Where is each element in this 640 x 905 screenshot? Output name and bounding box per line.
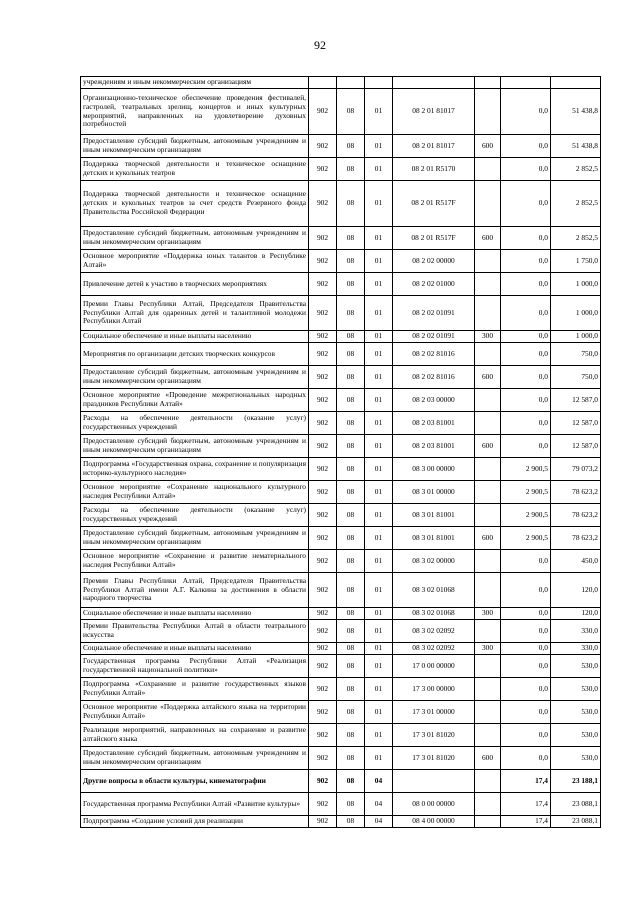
subsection-code-cell: 01 — [365, 655, 393, 678]
table-row — [81, 655, 601, 678]
amount-1-cell: 2 900,5 — [501, 527, 551, 550]
section-code-cell: 08 — [337, 527, 365, 550]
expense-type-cell — [475, 181, 501, 227]
subsection-code-cell — [365, 77, 393, 89]
amount-1-cell: 0,0 — [501, 181, 551, 227]
amount-1-cell: 0,0 — [501, 250, 551, 273]
target-article-cell: 08 3 01 81001 — [393, 504, 475, 527]
row-name-cell: Премии Главы Республики Алтай, Председателя Правительства Республики Алтай имени А.Г. Калкина за достижения в области народного творчества — [81, 573, 309, 608]
expense-type-cell: 600 — [475, 227, 501, 250]
table-row — [81, 504, 601, 527]
subsection-code-cell: 01 — [365, 620, 393, 643]
ved-code-cell: 902 — [309, 770, 337, 793]
expense-type-cell: 600 — [475, 135, 501, 158]
subsection-code-cell: 01 — [365, 747, 393, 770]
expense-type-cell — [475, 250, 501, 273]
subsection-code-cell: 01 — [365, 135, 393, 158]
row-name-cell: Подпрограмма «Государственная охрана, сохранение и популяризация историко-культурного наследия» — [81, 458, 309, 481]
ved-code-cell: 902 — [309, 747, 337, 770]
amount-2-cell: 23 088,1 — [551, 793, 601, 816]
ved-code-cell: 902 — [309, 527, 337, 550]
amount-2-cell: 12 587,0 — [551, 389, 601, 412]
expense-type-cell: 300 — [475, 643, 501, 655]
section-code-cell — [337, 77, 365, 89]
ved-code-cell: 902 — [309, 620, 337, 643]
expense-type-cell — [475, 655, 501, 678]
amount-2-cell: 330,0 — [551, 620, 601, 643]
amount-1-cell: 0,0 — [501, 227, 551, 250]
amount-1-cell: 17,4 — [501, 793, 551, 816]
row-name-cell: Поддержка творческой деятельности и техническое оснащение детских и кукольных театров за счет средств Резервного фонда Правительства Российской Федерации — [81, 181, 309, 227]
table-row — [81, 770, 601, 793]
ved-code-cell: 902 — [309, 331, 337, 343]
amount-1-cell: 0,0 — [501, 296, 551, 331]
amount-1-cell: 0,0 — [501, 620, 551, 643]
amount-2-cell: 750,0 — [551, 343, 601, 366]
ved-code-cell: 902 — [309, 366, 337, 389]
target-article-cell: 08 3 01 81001 — [393, 527, 475, 550]
expense-type-cell — [475, 701, 501, 724]
amount-2-cell: 1 000,0 — [551, 273, 601, 296]
ved-code-cell: 902 — [309, 389, 337, 412]
row-name-cell: Предоставление субсидий бюджетным, автономным учреждениям и иным некоммерческим организациям — [81, 435, 309, 458]
row-name-cell: Организационно-техническое обеспечение проведения фестивалей, гастролей, театральных зрелищ, концертов и иных культурных мероприятий, направленных на удовлетворение духовных потребностей — [81, 89, 309, 135]
ved-code-cell: 902 — [309, 573, 337, 608]
amount-1-cell: 0,0 — [501, 331, 551, 343]
table-row — [81, 550, 601, 573]
amount-2-cell: 530,0 — [551, 747, 601, 770]
section-code-cell: 08 — [337, 135, 365, 158]
row-name-cell: Предоставление субсидий бюджетным, автономным учреждениям и иным некоммерческим организациям — [81, 135, 309, 158]
amount-2-cell: 530,0 — [551, 701, 601, 724]
row-name-cell: Основное мероприятие «Поддержка алтайского языка на территории Республики Алтай» — [81, 701, 309, 724]
table-row — [81, 227, 601, 250]
amount-1-cell: 0,0 — [501, 343, 551, 366]
table-row — [81, 273, 601, 296]
amount-2-cell: 78 623,2 — [551, 527, 601, 550]
amount-1-cell: 17,4 — [501, 816, 551, 828]
expense-type-cell: 300 — [475, 608, 501, 620]
target-article-cell: 08 2 01 R517F — [393, 181, 475, 227]
row-name-cell: Основное мероприятие «Поддержка юных талантов в Республике Алтай» — [81, 250, 309, 273]
table-row — [81, 250, 601, 273]
amount-2-cell: 530,0 — [551, 678, 601, 701]
subsection-code-cell: 01 — [365, 701, 393, 724]
target-article-cell: 17 3 01 00000 — [393, 701, 475, 724]
row-name-cell: Другие вопросы в области культуры, кинематографии — [81, 770, 309, 793]
ved-code-cell: 902 — [309, 343, 337, 366]
row-name-cell: Социальное обеспечение и иные выплаты населению — [81, 608, 309, 620]
subsection-code-cell: 01 — [365, 250, 393, 273]
section-code-cell: 08 — [337, 620, 365, 643]
amount-2-cell: 23 188,1 — [551, 770, 601, 793]
subsection-code-cell: 01 — [365, 481, 393, 504]
amount-1-cell: 2 900,5 — [501, 458, 551, 481]
table-row — [81, 608, 601, 620]
ved-code-cell: 902 — [309, 504, 337, 527]
row-name-cell: Основное мероприятие «Сохранение и развитие нематериального наследия Республики Алтай» — [81, 550, 309, 573]
expense-type-cell — [475, 573, 501, 608]
ved-code-cell: 902 — [309, 816, 337, 828]
section-code-cell: 08 — [337, 701, 365, 724]
expense-type-cell — [475, 89, 501, 135]
expense-type-cell — [475, 343, 501, 366]
section-code-cell: 08 — [337, 366, 365, 389]
ved-code-cell: 902 — [309, 655, 337, 678]
amount-2-cell: 1 000,0 — [551, 331, 601, 343]
section-code-cell: 08 — [337, 793, 365, 816]
table-row — [81, 135, 601, 158]
ved-code-cell: 902 — [309, 181, 337, 227]
table-row — [81, 620, 601, 643]
subsection-code-cell: 01 — [365, 343, 393, 366]
amount-2-cell: 1 750,0 — [551, 250, 601, 273]
amount-1-cell: 0,0 — [501, 701, 551, 724]
table-row — [81, 481, 601, 504]
section-code-cell: 08 — [337, 481, 365, 504]
expense-type-cell — [475, 793, 501, 816]
amount-2-cell: 51 438,8 — [551, 89, 601, 135]
ved-code-cell: 902 — [309, 793, 337, 816]
ved-code-cell: 902 — [309, 701, 337, 724]
row-name-cell: Социальное обеспечение и иные выплаты населению — [81, 331, 309, 343]
table-row — [81, 701, 601, 724]
section-code-cell: 08 — [337, 435, 365, 458]
subsection-code-cell: 04 — [365, 816, 393, 828]
ved-code-cell: 902 — [309, 458, 337, 481]
table-row — [81, 412, 601, 435]
subsection-code-cell: 01 — [365, 678, 393, 701]
amount-2-cell: 2 852,5 — [551, 158, 601, 181]
section-code-cell: 08 — [337, 643, 365, 655]
subsection-code-cell: 01 — [365, 389, 393, 412]
page-number: 92 — [314, 38, 326, 52]
row-name-cell: Государственная программа Республики Алтай «Реализация государственной национальной политики» — [81, 655, 309, 678]
amount-1-cell: 2 900,5 — [501, 504, 551, 527]
table-row — [81, 724, 601, 747]
subsection-code-cell: 04 — [365, 770, 393, 793]
row-name-cell: Государственная программа Республики Алтай «Развитие культуры» — [81, 793, 309, 816]
ved-code-cell: 902 — [309, 481, 337, 504]
expense-type-cell — [475, 724, 501, 747]
subsection-code-cell: 01 — [365, 504, 393, 527]
table-row — [81, 747, 601, 770]
section-code-cell: 08 — [337, 296, 365, 331]
target-article-cell: 08 2 03 81001 — [393, 412, 475, 435]
expense-type-cell — [475, 816, 501, 828]
table-row — [81, 343, 601, 366]
table-row — [81, 573, 601, 608]
expense-type-cell — [475, 678, 501, 701]
target-article-cell: 17 3 01 81020 — [393, 724, 475, 747]
table-row — [81, 77, 601, 89]
section-code-cell: 08 — [337, 608, 365, 620]
expense-type-cell — [475, 504, 501, 527]
section-code-cell: 08 — [337, 181, 365, 227]
amount-1-cell: 0,0 — [501, 158, 551, 181]
expense-type-cell — [475, 158, 501, 181]
table-row — [81, 181, 601, 227]
subsection-code-cell: 01 — [365, 573, 393, 608]
subsection-code-cell: 01 — [365, 608, 393, 620]
ved-code-cell: 902 — [309, 296, 337, 331]
target-article-cell: 08 2 03 81001 — [393, 435, 475, 458]
section-code-cell: 08 — [337, 550, 365, 573]
table-row — [81, 366, 601, 389]
row-name-cell: Основное мероприятие «Проведение межрегиональных народных праздников Республики Алтай» — [81, 389, 309, 412]
section-code-cell: 08 — [337, 273, 365, 296]
target-article-cell: 08 2 03 00000 — [393, 389, 475, 412]
row-name-cell: Поддержка творческой деятельности и техническое оснащение детских и кукольных театров — [81, 158, 309, 181]
row-name-cell: Мероприятия по организации детских творческих конкурсов — [81, 343, 309, 366]
target-article-cell: 08 3 02 02092 — [393, 620, 475, 643]
section-code-cell: 08 — [337, 770, 365, 793]
subsection-code-cell: 01 — [365, 550, 393, 573]
target-article-cell: 08 3 02 01068 — [393, 573, 475, 608]
target-article-cell: 08 2 02 01091 — [393, 331, 475, 343]
amount-1-cell: 0,0 — [501, 724, 551, 747]
subsection-code-cell: 01 — [365, 366, 393, 389]
subsection-code-cell: 01 — [365, 227, 393, 250]
amount-1-cell: 0,0 — [501, 273, 551, 296]
amount-1-cell: 0,0 — [501, 389, 551, 412]
section-code-cell: 08 — [337, 724, 365, 747]
expense-type-cell — [475, 296, 501, 331]
target-article-cell: 08 3 01 00000 — [393, 481, 475, 504]
table-row — [81, 678, 601, 701]
subsection-code-cell: 01 — [365, 296, 393, 331]
amount-2-cell: 330,0 — [551, 643, 601, 655]
expense-type-cell — [475, 389, 501, 412]
section-code-cell: 08 — [337, 412, 365, 435]
subsection-code-cell: 01 — [365, 412, 393, 435]
amount-2-cell: 1 000,0 — [551, 296, 601, 331]
amount-1-cell: 0,0 — [501, 135, 551, 158]
target-article-cell: 08 2 02 00000 — [393, 250, 475, 273]
ved-code-cell: 902 — [309, 550, 337, 573]
subsection-code-cell: 01 — [365, 724, 393, 747]
row-name-cell: Подпрограмма «Сохранение и развитие государственных языков Республики Алтай» — [81, 678, 309, 701]
section-code-cell: 08 — [337, 227, 365, 250]
table-row — [81, 389, 601, 412]
target-article-cell: 08 0 00 00000 — [393, 793, 475, 816]
row-name-cell: Предоставление субсидий бюджетным, автономным учреждениям и иным некоммерческим организациям — [81, 527, 309, 550]
target-article-cell: 08 2 01 81017 — [393, 89, 475, 135]
amount-2-cell: 78 623,2 — [551, 504, 601, 527]
section-code-cell: 08 — [337, 389, 365, 412]
ved-code-cell: 902 — [309, 89, 337, 135]
section-code-cell: 08 — [337, 343, 365, 366]
table-row — [81, 793, 601, 816]
amount-1-cell: 0,0 — [501, 747, 551, 770]
target-article-cell: 17 0 00 00000 — [393, 655, 475, 678]
target-article-cell: 08 4 00 00000 — [393, 816, 475, 828]
ved-code-cell: 902 — [309, 412, 337, 435]
ved-code-cell: 902 — [309, 273, 337, 296]
expense-type-cell — [475, 458, 501, 481]
amount-2-cell: 2 852,5 — [551, 227, 601, 250]
expense-type-cell: 600 — [475, 435, 501, 458]
amount-2-cell: 78 623,2 — [551, 481, 601, 504]
amount-1-cell: 0,0 — [501, 89, 551, 135]
target-article-cell: 17 3 01 81020 — [393, 747, 475, 770]
target-article-cell: 08 2 01 R517F — [393, 227, 475, 250]
target-article-cell: 08 2 01 R5170 — [393, 158, 475, 181]
subsection-code-cell: 01 — [365, 331, 393, 343]
subsection-code-cell: 04 — [365, 793, 393, 816]
amount-2-cell: 2 852,5 — [551, 181, 601, 227]
ved-code-cell: 902 — [309, 724, 337, 747]
amount-2-cell: 79 073,2 — [551, 458, 601, 481]
ved-code-cell: 902 — [309, 608, 337, 620]
section-code-cell: 08 — [337, 331, 365, 343]
subsection-code-cell: 01 — [365, 89, 393, 135]
section-code-cell: 08 — [337, 747, 365, 770]
subsection-code-cell: 01 — [365, 643, 393, 655]
ved-code-cell: 902 — [309, 250, 337, 273]
section-code-cell: 08 — [337, 89, 365, 135]
ved-code-cell: 902 — [309, 158, 337, 181]
amount-1-cell: 0,0 — [501, 550, 551, 573]
table-row — [81, 158, 601, 181]
table-row — [81, 435, 601, 458]
amount-1-cell: 0,0 — [501, 643, 551, 655]
ved-code-cell: 902 — [309, 643, 337, 655]
row-name-cell: Предоставление субсидий бюджетным, автономным учреждениям и иным некоммерческим организациям — [81, 366, 309, 389]
section-code-cell: 08 — [337, 655, 365, 678]
table-row — [81, 527, 601, 550]
row-name-cell: Реализация мероприятий, направленных на сохранение и развитие алтайского языка — [81, 724, 309, 747]
subsection-code-cell: 01 — [365, 458, 393, 481]
row-name-cell: Основное мероприятие «Сохранение национального культурного наследия Республики Алтай» — [81, 481, 309, 504]
row-name-cell: Премии Правительства Республики Алтай в области театрального искусства — [81, 620, 309, 643]
expense-type-cell — [475, 412, 501, 435]
section-code-cell: 08 — [337, 504, 365, 527]
ved-code-cell — [309, 77, 337, 89]
ved-code-cell: 902 — [309, 227, 337, 250]
table-row — [81, 816, 601, 828]
section-code-cell: 08 — [337, 678, 365, 701]
target-article-cell — [393, 77, 475, 89]
expense-type-cell: 300 — [475, 331, 501, 343]
ved-code-cell: 902 — [309, 135, 337, 158]
target-article-cell: 08 3 02 02092 — [393, 643, 475, 655]
amount-2-cell: 750,0 — [551, 366, 601, 389]
section-code-cell: 08 — [337, 458, 365, 481]
table-row — [81, 643, 601, 655]
amount-1-cell: 0,0 — [501, 678, 551, 701]
target-article-cell: 08 2 02 01000 — [393, 273, 475, 296]
amount-2-cell: 12 587,0 — [551, 435, 601, 458]
amount-2-cell: 23 088,1 — [551, 816, 601, 828]
amount-2-cell: 530,0 — [551, 655, 601, 678]
row-name-cell: Социальное обеспечение и иные выплаты населению — [81, 643, 309, 655]
row-name-cell: Расходы на обеспечение деятельности (оказание услуг) государственных учреждений — [81, 504, 309, 527]
expense-type-cell — [475, 620, 501, 643]
table-row — [81, 296, 601, 331]
expense-type-cell — [475, 550, 501, 573]
expense-type-cell — [475, 481, 501, 504]
row-name-cell: Предоставление субсидий бюджетным, автономным учреждениям и иным некоммерческим организациям — [81, 747, 309, 770]
expense-type-cell: 600 — [475, 527, 501, 550]
amount-1-cell: 0,0 — [501, 412, 551, 435]
amount-2-cell: 51 438,8 — [551, 135, 601, 158]
section-code-cell: 08 — [337, 158, 365, 181]
budget-table — [80, 76, 601, 828]
table-row — [81, 89, 601, 135]
target-article-cell: 08 2 02 01091 — [393, 296, 475, 331]
amount-1-cell: 0,0 — [501, 573, 551, 608]
target-article-cell: 08 3 02 00000 — [393, 550, 475, 573]
amount-1-cell: 0,0 — [501, 366, 551, 389]
row-name-cell: учреждениям и иным некоммерческим организациям — [81, 77, 309, 89]
amount-2-cell: 450,0 — [551, 550, 601, 573]
subsection-code-cell: 01 — [365, 273, 393, 296]
amount-1-cell — [501, 77, 551, 89]
target-article-cell: 08 2 02 81016 — [393, 343, 475, 366]
amount-1-cell: 0,0 — [501, 655, 551, 678]
table-row — [81, 458, 601, 481]
expense-type-cell — [475, 77, 501, 89]
amount-2-cell: 530,0 — [551, 724, 601, 747]
amount-2-cell: 120,0 — [551, 608, 601, 620]
expense-type-cell: 600 — [475, 747, 501, 770]
subsection-code-cell: 01 — [365, 181, 393, 227]
section-code-cell: 08 — [337, 816, 365, 828]
expense-type-cell — [475, 273, 501, 296]
amount-1-cell: 2 900,5 — [501, 481, 551, 504]
amount-2-cell: 12 587,0 — [551, 412, 601, 435]
section-code-cell: 08 — [337, 250, 365, 273]
row-name-cell: Премии Главы Республики Алтай, Председателя Правительства Республики Алтай для одаренных детей и талантливой молодежи Республики Алтай — [81, 296, 309, 331]
amount-2-cell — [551, 77, 601, 89]
subsection-code-cell: 01 — [365, 435, 393, 458]
target-article-cell — [393, 770, 475, 793]
target-article-cell: 08 2 01 81017 — [393, 135, 475, 158]
ved-code-cell: 902 — [309, 678, 337, 701]
row-name-cell: Привлечение детей к участию в творческих мероприятиях — [81, 273, 309, 296]
target-article-cell: 17 3 00 00000 — [393, 678, 475, 701]
subsection-code-cell: 01 — [365, 158, 393, 181]
target-article-cell: 08 2 02 81016 — [393, 366, 475, 389]
row-name-cell: Предоставление субсидий бюджетным, автономным учреждениям и иным некоммерческим организациям — [81, 227, 309, 250]
target-article-cell: 08 3 00 00000 — [393, 458, 475, 481]
subsection-code-cell: 01 — [365, 527, 393, 550]
row-name-cell: Подпрограмма «Создание условий для реализации — [81, 816, 309, 828]
amount-1-cell: 17,4 — [501, 770, 551, 793]
amount-1-cell: 0,0 — [501, 435, 551, 458]
expense-type-cell: 600 — [475, 366, 501, 389]
amount-1-cell: 0,0 — [501, 608, 551, 620]
ved-code-cell: 902 — [309, 435, 337, 458]
table-row — [81, 331, 601, 343]
expense-type-cell — [475, 770, 501, 793]
amount-2-cell: 120,0 — [551, 573, 601, 608]
row-name-cell: Расходы на обеспечение деятельности (оказание услуг) государственных учреждений — [81, 412, 309, 435]
target-article-cell: 08 3 02 01068 — [393, 608, 475, 620]
section-code-cell: 08 — [337, 573, 365, 608]
